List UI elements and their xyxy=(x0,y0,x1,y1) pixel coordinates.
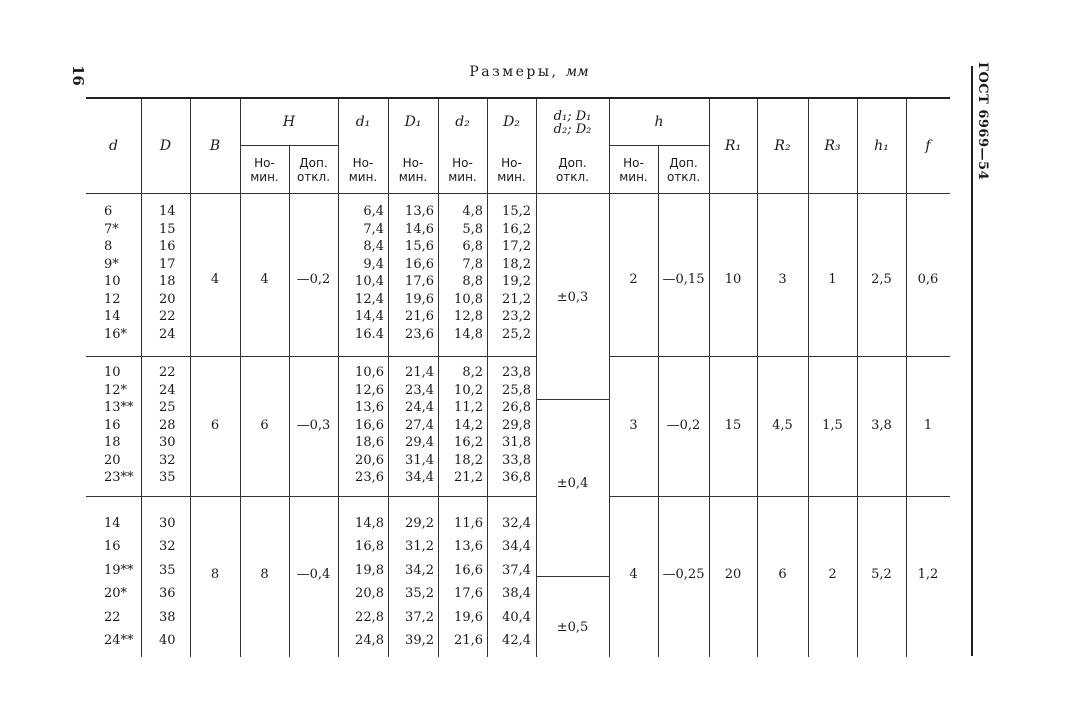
table-cell: 21,6 xyxy=(405,309,434,324)
table-cell: 15,6 xyxy=(405,239,434,254)
table-cell: 9* xyxy=(104,256,119,272)
table-cell: 15,2 xyxy=(502,204,531,219)
table-cell: 22 xyxy=(104,609,121,625)
column-d-group-1 xyxy=(104,203,140,343)
table-cell: 20,6 xyxy=(355,452,384,468)
table-cell: 25,8 xyxy=(502,382,531,398)
table-cell: 34,4 xyxy=(405,470,434,485)
header-H-nominal: Но- мин. xyxy=(250,155,279,184)
table-cell: 6,8 xyxy=(462,239,483,254)
table-cell: 21,2 xyxy=(502,291,531,307)
table-cell: 38,4 xyxy=(502,586,531,602)
table-cell: 17,2 xyxy=(502,239,531,254)
column-D1-group-3 xyxy=(388,512,434,652)
header-d2: d₂ xyxy=(455,114,470,130)
header-B: B xyxy=(209,138,221,154)
header-D1-nominal: Но- мин. xyxy=(398,155,428,184)
table-cell: 29,4 xyxy=(405,435,434,450)
table-cell: 28 xyxy=(159,417,176,433)
column-D1-group-2 xyxy=(388,364,434,487)
table-cell: 23,8 xyxy=(502,365,531,380)
table-cell: 14,8 xyxy=(355,516,384,531)
table-cell: 21,6 xyxy=(454,633,483,649)
column-d1-group-2 xyxy=(338,364,384,487)
table-cell: 8,8 xyxy=(462,274,483,289)
table-cell: 39,2 xyxy=(405,633,434,649)
table-cell: 12 xyxy=(104,291,121,307)
table-cell: 20 xyxy=(159,291,176,307)
table-cell: 23,4 xyxy=(405,382,434,398)
table-cell: 30 xyxy=(159,435,176,450)
table-cell: 34,4 xyxy=(502,539,531,555)
table-cell: 22 xyxy=(159,309,176,324)
cell-R1-group-1: 10 xyxy=(724,272,742,287)
column-D-group-1 xyxy=(159,203,189,343)
cell-h-nom-group-2: 3 xyxy=(629,418,638,433)
table-cell: 24,4 xyxy=(405,400,434,415)
table-cell: 8 xyxy=(104,239,113,254)
cell-f-group-3: 1,2 xyxy=(917,567,939,582)
table-cell: 6,4 xyxy=(363,204,384,219)
table-cell: 16 xyxy=(159,239,176,254)
column-D-group-3 xyxy=(159,512,189,652)
table-cell: 14,6 xyxy=(405,221,434,237)
table-cell: 16,6 xyxy=(405,256,434,272)
table-cell: 8,4 xyxy=(363,239,384,254)
table-cell: 40 xyxy=(159,633,176,649)
column-D-group-2 xyxy=(159,364,189,487)
grid-line xyxy=(609,356,950,357)
table-cell: 18 xyxy=(159,274,176,289)
table-cell: 40,4 xyxy=(502,609,531,625)
table-cell: 14 xyxy=(104,309,121,324)
header-f: f xyxy=(925,138,931,154)
tolerance-cell: ±0,5 xyxy=(556,620,589,635)
table-cell: 36,8 xyxy=(502,470,531,485)
table-cell: 24,8 xyxy=(355,633,384,649)
table-cell: 26,8 xyxy=(502,400,531,415)
caption-unit: мм xyxy=(565,64,589,80)
column-d2-group-2 xyxy=(438,364,483,487)
header-d2-nominal: Но- мин. xyxy=(448,155,477,184)
column-d2-group-3 xyxy=(438,512,483,652)
header-h-nominal: Но- мин. xyxy=(619,155,648,184)
table-cell: 24** xyxy=(104,633,134,649)
table-cell: 25,2 xyxy=(502,326,531,342)
table-cell: 10,4 xyxy=(355,274,384,289)
table-cell: 23,6 xyxy=(355,470,384,485)
table-cell: 35 xyxy=(159,470,176,485)
cell-R3-group-2: 1,5 xyxy=(822,418,843,433)
table-cell: 12* xyxy=(104,382,128,398)
table-cell: 13,6 xyxy=(355,400,384,415)
cell-R2-group-3: 6 xyxy=(778,567,787,582)
cell-h1-group-2: 3,8 xyxy=(871,418,892,433)
page-number: 16 xyxy=(69,65,87,86)
grid-line xyxy=(86,193,950,194)
table-cell: 32 xyxy=(159,539,176,555)
table-cell: 11,2 xyxy=(454,400,483,415)
table-cell: 14,8 xyxy=(454,326,483,342)
table-cell: 20,8 xyxy=(355,586,384,602)
table-cell: 16* xyxy=(104,326,128,342)
cell-h1-group-3: 5,2 xyxy=(871,567,892,582)
column-d-group-3 xyxy=(104,512,140,652)
table-top-rule xyxy=(86,97,950,99)
table-cell: 12,4 xyxy=(355,291,384,307)
column-d-group-2 xyxy=(104,364,140,487)
cell-R2-group-2: 4,5 xyxy=(772,418,793,433)
header-diameter-group: d₁; D₁ d₂; D₂ xyxy=(553,108,592,137)
header-R2: R₂ xyxy=(774,138,791,154)
table-cell: 14,2 xyxy=(454,417,483,433)
cell-h-tol-group-2: —0,2 xyxy=(666,418,701,433)
table-cell: 15 xyxy=(159,221,176,237)
header-R1: R₁ xyxy=(724,138,742,154)
table-cell: 37,2 xyxy=(405,609,434,625)
table-cell: 10,8 xyxy=(454,291,483,307)
table-cell: 31,4 xyxy=(405,452,434,468)
table-cell: 35 xyxy=(159,562,176,578)
table-cell: 7,4 xyxy=(363,221,384,237)
table-cell: 34,2 xyxy=(405,562,434,578)
cell-R1-group-2: 15 xyxy=(724,418,742,433)
table-cell: 32 xyxy=(159,452,176,468)
cell-h-tol-group-1: —0,15 xyxy=(662,272,705,287)
table-cell: 22,8 xyxy=(355,609,384,625)
cell-B-group-1: 4 xyxy=(210,272,220,287)
table-cell: 31,2 xyxy=(405,539,434,555)
cell-R2-group-1: 3 xyxy=(778,272,787,287)
header-h1: h₁ xyxy=(874,138,889,154)
grid-line xyxy=(86,356,536,357)
header-d1: d₁ xyxy=(355,114,371,130)
table-cell: 20* xyxy=(104,586,128,602)
table-cell: 33,8 xyxy=(502,452,531,468)
column-d1-group-3 xyxy=(338,512,384,652)
cell-H-tol-group-1: —0,2 xyxy=(296,272,331,287)
table-cell: 24 xyxy=(159,382,176,398)
cell-H-nom-group-2: 6 xyxy=(260,418,269,433)
header-h-tolerance: Доп. откл. xyxy=(666,155,701,184)
grid-line xyxy=(609,496,950,497)
header-H-tolerance: Доп. откл. xyxy=(296,155,331,184)
table-caption xyxy=(86,64,972,80)
column-d1-group-1 xyxy=(338,203,384,343)
column-D1-group-1 xyxy=(388,203,434,343)
table-cell: 7* xyxy=(104,221,119,237)
table-cell: 4,8 xyxy=(462,204,483,219)
table-cell: 22 xyxy=(159,365,176,380)
table-cell: 16 xyxy=(104,417,121,433)
cell-f-group-1: 0,6 xyxy=(917,272,939,287)
table-cell: 9,4 xyxy=(363,256,384,272)
header-group-tolerance: Доп. откл. xyxy=(555,155,590,184)
cell-h-nom-group-1: 2 xyxy=(629,272,638,287)
table-cell: 35,2 xyxy=(405,586,434,602)
table-cell: 10 xyxy=(104,365,121,380)
grid-line xyxy=(86,496,536,497)
table-cell: 18,2 xyxy=(454,452,483,468)
table-cell: 29,2 xyxy=(405,516,434,531)
table-cell: 14,4 xyxy=(355,309,384,324)
table-cell: 38 xyxy=(159,609,176,625)
header-d: d xyxy=(109,138,118,154)
margin-rule xyxy=(971,66,973,656)
table-cell: 37,4 xyxy=(502,562,531,578)
grid-line xyxy=(536,576,609,577)
table-cell: 17,6 xyxy=(405,274,434,289)
table-cell: 7,8 xyxy=(462,256,483,272)
table-cell: 23,2 xyxy=(502,309,531,324)
table-cell: 17,6 xyxy=(454,586,483,602)
header-R3: R₃ xyxy=(824,138,841,154)
standard-label: ГОСТ 6969—54 xyxy=(975,62,990,181)
table-cell: 11,6 xyxy=(454,516,483,531)
header-h: h xyxy=(654,114,664,130)
tolerance-cell: ±0,3 xyxy=(556,290,589,305)
cell-R3-group-3: 2 xyxy=(828,567,837,582)
cell-h-tol-group-3: —0,25 xyxy=(662,567,705,582)
cell-R3-group-1: 1 xyxy=(828,272,837,287)
table-cell: 30 xyxy=(159,516,176,531)
table-cell: 10,6 xyxy=(355,365,384,380)
table-cell: 6 xyxy=(104,204,113,219)
column-D2-group-2 xyxy=(487,364,531,487)
cell-f-group-2: 1 xyxy=(923,418,933,433)
table-cell: 27,4 xyxy=(405,417,434,433)
table-cell: 24 xyxy=(159,326,176,342)
tolerance-cell: ±0,4 xyxy=(556,476,589,491)
cell-H-nom-group-3: 8 xyxy=(260,567,269,582)
table-cell: 36 xyxy=(159,586,176,602)
table-cell: 5,8 xyxy=(462,221,483,237)
cell-H-nom-group-1: 4 xyxy=(260,272,269,287)
cell-H-tol-group-3: —0,4 xyxy=(296,567,331,582)
table-cell: 13,6 xyxy=(454,539,483,555)
header-D: D xyxy=(159,138,172,154)
grid-line xyxy=(536,399,609,400)
column-D2-group-1 xyxy=(487,203,531,343)
cell-B-group-3: 8 xyxy=(210,567,220,582)
header-H: H xyxy=(282,114,296,130)
table-cell: 14 xyxy=(104,516,121,531)
table-cell: 32,4 xyxy=(502,516,531,531)
header-D1: D₁ xyxy=(404,114,422,130)
cell-B-group-2: 6 xyxy=(210,418,220,433)
table-cell: 17 xyxy=(159,256,176,272)
table-cell: 18 xyxy=(104,435,121,450)
caption-text: Размеры, xyxy=(469,64,559,80)
table-cell: 10,2 xyxy=(454,382,483,398)
table-cell: 13** xyxy=(104,400,134,415)
column-d2-group-1 xyxy=(438,203,483,343)
table-cell: 10 xyxy=(104,274,121,289)
table-cell: 16 xyxy=(104,539,121,555)
cell-R1-group-3: 20 xyxy=(724,567,742,582)
table-cell: 21,2 xyxy=(454,470,483,485)
table-cell: 31,8 xyxy=(502,435,531,450)
table-cell: 19,2 xyxy=(502,274,531,289)
cell-h-nom-group-3: 4 xyxy=(629,567,638,582)
table-cell: 12,8 xyxy=(454,309,483,324)
table-cell: 16,6 xyxy=(355,417,384,433)
table-cell: 16,6 xyxy=(454,562,483,578)
cell-H-tol-group-2: —0,3 xyxy=(296,418,331,433)
table-cell: 12,6 xyxy=(355,382,384,398)
table-cell: 21,4 xyxy=(405,365,434,380)
table-cell: 8,2 xyxy=(462,365,483,380)
header-d1-nominal: Но- мин. xyxy=(348,155,378,184)
column-D2-group-3 xyxy=(487,512,531,652)
table-cell: 19** xyxy=(104,562,134,578)
table-cell: 29,8 xyxy=(502,417,531,433)
cell-h1-group-1: 2,5 xyxy=(871,272,892,287)
header-D2-nominal: Но- мин. xyxy=(497,155,526,184)
table-cell: 20 xyxy=(104,452,121,468)
table-cell: 23,6 xyxy=(405,326,434,342)
table-cell: 23** xyxy=(104,470,134,485)
header-D2: D₂ xyxy=(503,114,520,130)
table-cell: 18,2 xyxy=(502,256,531,272)
table-cell: 14 xyxy=(159,204,176,219)
table-cell: 42,4 xyxy=(502,633,531,649)
table-cell: 16,2 xyxy=(502,221,531,237)
table-cell: 19,6 xyxy=(405,291,434,307)
table-cell: 16,8 xyxy=(355,539,384,555)
table-cell: 16.4 xyxy=(355,326,384,342)
table-cell: 19,8 xyxy=(355,562,384,578)
table-cell: 19,6 xyxy=(454,609,483,625)
table-cell: 13,6 xyxy=(405,204,434,219)
table-cell: 16,2 xyxy=(454,435,483,450)
table-cell: 25 xyxy=(159,400,176,415)
table-cell: 18,6 xyxy=(355,435,384,450)
